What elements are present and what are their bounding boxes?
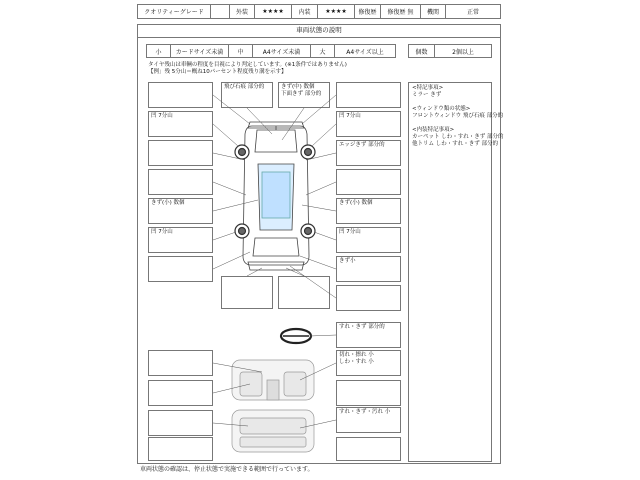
- remarks-line-6: <内装特記事項>: [412, 127, 455, 133]
- steering-wheel-icon: [281, 329, 311, 343]
- header-value-engine: 正常: [466, 9, 479, 16]
- remarks-line-3: <ウィンドウ類の状態>: [412, 106, 471, 112]
- remarks-line-7: カーペット しわ・すれ・きず 部分的: [412, 134, 504, 140]
- header-value-interior: ★★★★: [318, 5, 355, 18]
- legend-count-label: 個数: [409, 45, 435, 57]
- header-label-repair: 修復歴: [355, 5, 381, 18]
- note-line-2: 【例」残 5分山＝概ね10パーセント程度残り溝を示す】: [148, 69, 287, 75]
- legend-large-label: 大: [311, 45, 335, 57]
- interior-label-right-4: すれ・きず・汚れ 小: [339, 409, 391, 415]
- damage-label-left-6: きず(小) 数個: [151, 200, 185, 206]
- car-interior-view: [232, 360, 314, 452]
- car-top-view: [243, 122, 309, 270]
- header-label-interior: 内装: [292, 5, 318, 18]
- footer-note: 車両状態の確認は、停止状態で実施できる範囲で行っています。: [140, 466, 314, 473]
- remarks-line-0: <特記事項>: [412, 85, 444, 91]
- legend-count-value: 2個以上: [452, 48, 474, 56]
- legend-large-value: A4サイズ以上: [346, 48, 384, 56]
- interior-label-right-2: 切れ・擦れ 小 しわ・すれ 小: [339, 352, 374, 365]
- wheel-rear-left: [235, 224, 249, 238]
- remarks-line-1: ミラー きず: [412, 92, 442, 98]
- damage-label-center-2: きず(中) 数個 下面きず 部分的: [281, 84, 322, 97]
- damage-label-left-2: 凹 7分山: [151, 113, 173, 119]
- remarks-line-8: 他トリム しわ・すれ・きず 部分的: [412, 141, 498, 147]
- wheel-front-left: [235, 145, 249, 159]
- damage-label-center-1: 飛び石痕 部分的: [224, 84, 265, 90]
- damage-label-right-6: きず(小) 数個: [339, 200, 373, 206]
- damage-label-left-7: 凹 7分山: [151, 229, 173, 235]
- header-label-exterior: 外装: [230, 5, 255, 18]
- damage-label-right-3: エッジきず 部分的: [339, 142, 385, 148]
- damage-label-right-8: きず小: [339, 258, 356, 264]
- legend-medium-value: A4サイズ未満: [253, 45, 311, 57]
- section-title: 車両状態の説明: [296, 26, 342, 34]
- header-value-exterior: ★★★★: [255, 5, 292, 18]
- note-line-1: タイヤ残山は車輌の程度を目視により判定しています。(※1条件ではありません): [148, 62, 347, 68]
- wheel-rear-right: [301, 224, 315, 238]
- header-label-quality: クオリティーグレード: [138, 5, 211, 18]
- damage-label-right-7: 凹 7分山: [339, 229, 361, 235]
- interior-label-right-1: すれ・きず 部分的: [339, 324, 385, 330]
- legend-medium-label: 中: [229, 45, 253, 57]
- header-value-repair: 修復歴 無: [381, 5, 421, 18]
- legend-small-value: カードサイズ未満: [171, 45, 229, 57]
- wheel-front-right: [301, 145, 315, 159]
- header-label-engine: 機関: [421, 5, 446, 18]
- legend-small-label: 小: [147, 45, 171, 57]
- remarks-line-4: フロントウィンドウ 飛び石痕 部分的: [412, 113, 504, 119]
- damage-label-right-2: 凹 7分山: [339, 113, 361, 119]
